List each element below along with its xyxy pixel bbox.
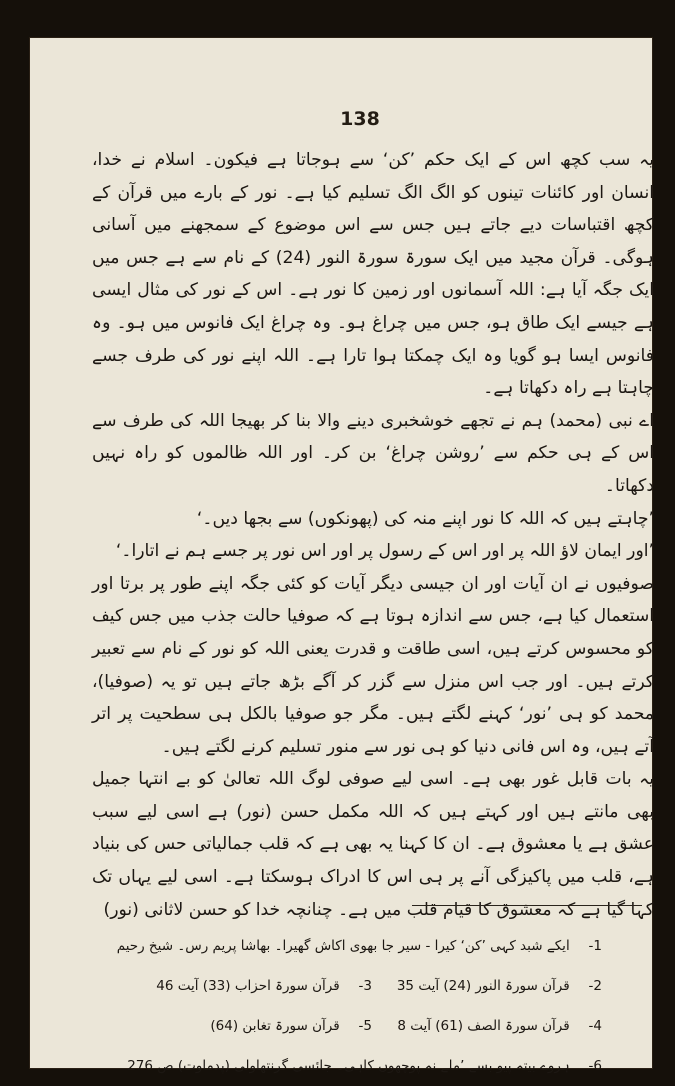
footnote-text: قرآن سورۃ احزاب (33) آیت 46 (156, 978, 340, 994)
page-number: 138 (340, 108, 380, 130)
footnote-row (110, 1006, 602, 1046)
footnote-text: ہروے بیتہ پیو بسے ’ملے نہ پوچھوں کاہی۔ جائسی گرنتھاولی (پدماوت) ص 276 (127, 1058, 570, 1074)
footnote (110, 1046, 602, 1086)
footnotes (110, 926, 602, 1086)
footnote-text: قرآن سورۃ تغابن (64) (210, 1018, 340, 1034)
paragraph: اے نبی (محمد) ہم نے تجھے خوشخبری دینے والا بنا کر بھیجا اللہ کی طرف سے اس کے ہی حکم سے ’روشن چراغ‘ بن کر۔ اور اللہ ظالموں کو راہ نہیں دکھاتا۔ (92, 410, 654, 496)
footnote-text: قرآن سورۃ الصف (61) آیت 8 (397, 1018, 570, 1034)
footnote-number: 1- (588, 938, 602, 954)
footnote (142, 966, 372, 1006)
footnote-row (110, 966, 602, 1006)
footnote-text: ایکے شبد کہی ’کن‘ کیرا - سیر جا بھوی اکاش گھیرا۔ بھاشا پریم رس۔ شیخ رحیم (116, 938, 570, 954)
footnote (372, 966, 602, 1006)
footnote-number: 2- (588, 978, 602, 994)
paragraph: یہ بات قابل غور بھی ہے۔ اسی لیے صوفی لوگ اللہ تعالیٰ کو بے انتہا جمیل بھی مانتے ہیں اور کہتے ہیں کہ اللہ مکمل حسن (نور) ہے اسی لیے سبب عشق ہے یا معشوق ہے۔ ان کا کہنا یہ بھی ہے کہ قلب جمالیاتی حس کی بنیاد ہے، قلب میں پاکیزگی آنے پر ہی اس کا ادراک ہوسکتا ہے۔ اسی لیے یہاں تک کہا گیا ہے کہ معشوق کا قیام قلب میں ہے۔ چنانچہ خدا کو حسن لاثانی (نور) (92, 769, 654, 920)
paragraph: یہ سب کچھ اس کے ایک حکم ’کن‘ سے ہوجاتا ہے فیکون۔ اسلام نے خدا، انسان اور کائنات تینوں کو الگ الگ تسلیم کیا ہے۔ نور کے بارے میں قرآن کے کچھ اقتباسات دیے جاتے ہیں جس سے اس موضوع کے سمجھنے میں آسانی ہوگی۔ قرآن مجید میں ایک سورۃ سورۃ النور (24) کے نام سے ہے جس میں ایک جگہ آیا ہے: اللہ آسمانوں اور زمین کا نور ہے۔ اس کے نور کی مثال ایسی ہے جیسے ایک طاق ہو، جس میں چراغ ہو۔ وہ چراغ ایک فانوس میں ہو۔ وہ فانوس ایسا ہو گویا وہ ایک چمکتا ہوا تارا ہے۔ اللہ اپنے نور کی طرف جسے چاہتا ہے راہ دکھاتا ہے۔ (92, 150, 655, 399)
paragraph: ’اور ایمان لاؤ اللہ پر اور اس کے رسول پر اور اس نور پر جسے ہم نے اتارا۔‘ (115, 541, 654, 562)
footnote-divider (412, 905, 642, 906)
footnote-number: 6- (588, 1058, 602, 1074)
footnote-number: 5- (358, 1018, 372, 1034)
paragraph: ’چاہتے ہیں کہ اللہ کا نور اپنے منہ کی (پھونکوں) سے بجھا دیں۔‘ (196, 508, 654, 529)
book-page (30, 38, 655, 1074)
footnote-number: 4- (588, 1018, 602, 1034)
body-text (92, 144, 654, 926)
paragraph: صوفیوں نے ان آیات اور ان جیسی دیگر آیات کو کئی جگہ اپنے طور پر برتا اور استعمال کیا ہے، جس سے اندازہ ہوتا ہے کہ صوفیا حالت جذب میں جس کیف کو محسوس کرتے ہیں، اسی طاقت و قدرت یعنی اللہ کو نور کے نام سے تعبیر کرتے ہیں۔ اور جب اس منزل سے گزر کر آگے بڑھ جاتے ہیں تو یہ (صوفیا)، محمد کو ہی ’نور‘ کہنے لگتے ہیں۔ مگر جو صوفیا بالکل ہی سطحیت پر اتر آتے ہیں، وہ اس فانی دنیا کو ہی نور سے منور تسلیم کرنے لگتے ہیں۔ (92, 573, 654, 757)
footnote-number: 3- (358, 978, 372, 994)
footnote (142, 1006, 372, 1046)
footnote (110, 926, 602, 966)
footnote-text: قرآن سورۃ النور (24) آیت 35 (396, 978, 570, 994)
footnote (372, 1006, 602, 1046)
